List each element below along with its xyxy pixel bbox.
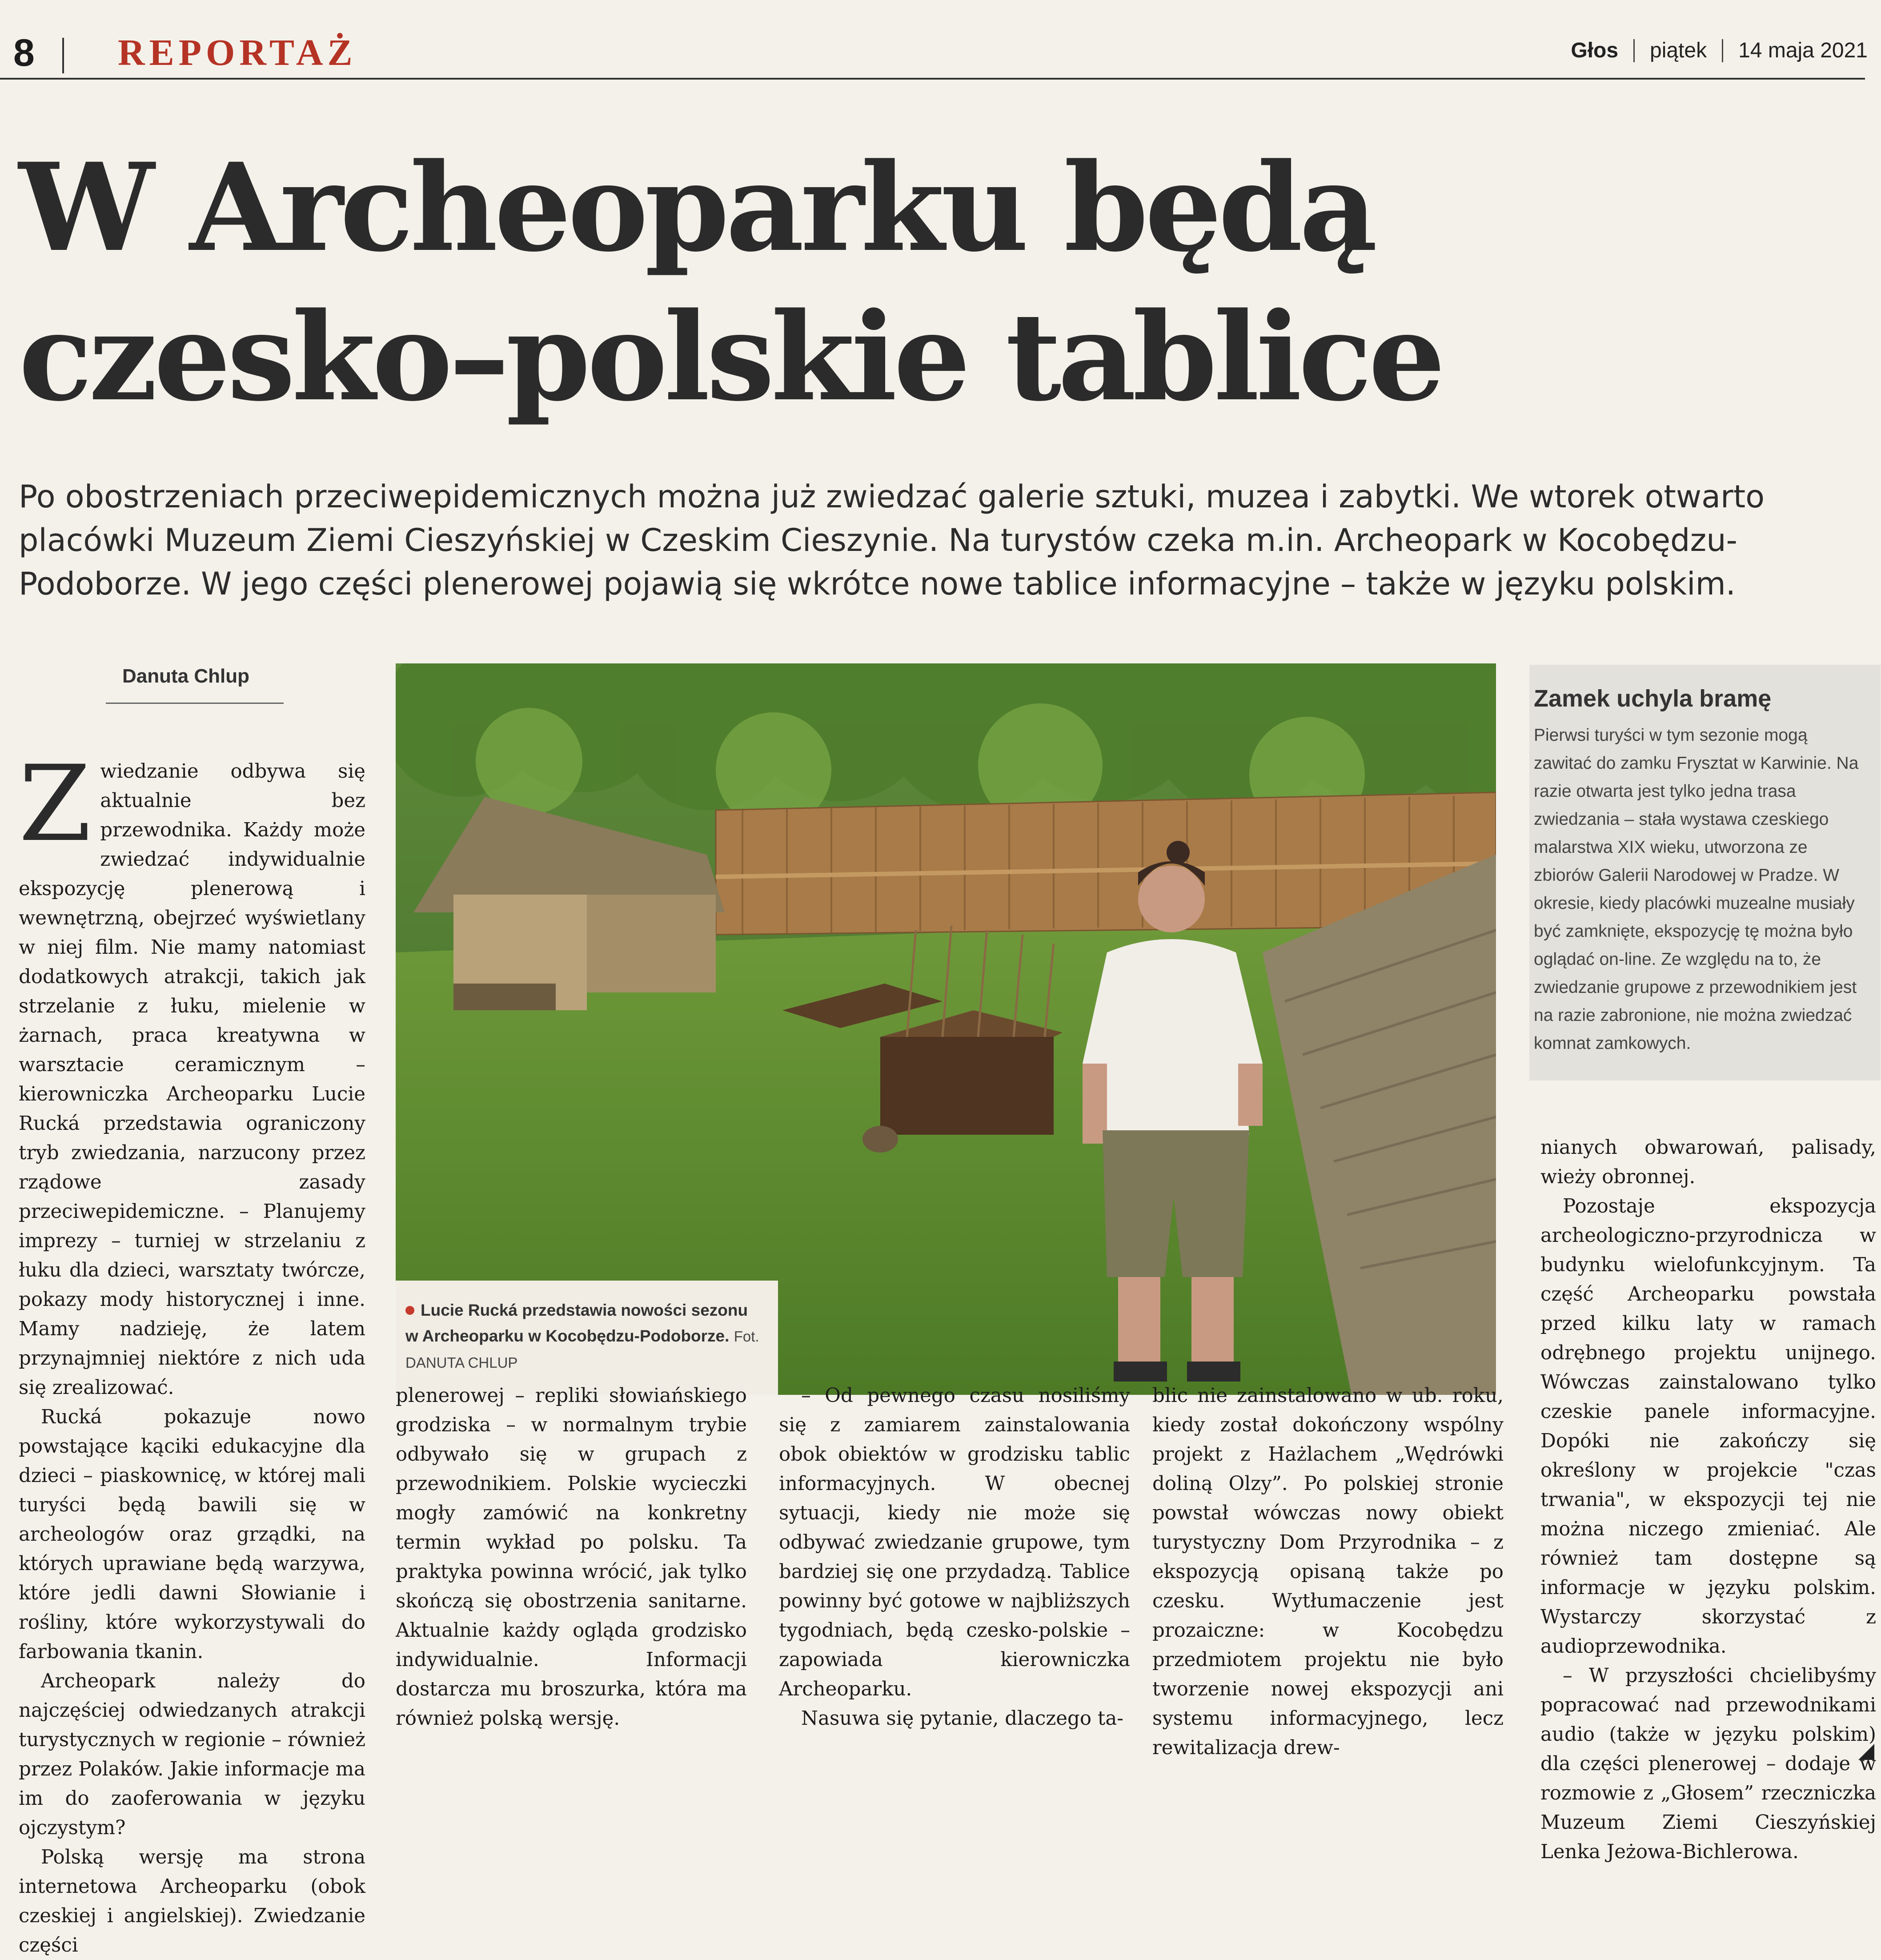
byline: Danuta Chlup [122, 665, 249, 687]
article-headline: W Archeoparku będą czesko–polskie tablice [19, 137, 1442, 428]
paragraph-text: wiedzanie odbywa się aktualnie bez przewodnika. Każdy może zwiedzać indywidualnie ekspozycję plenerową i wewnętrzną, obejrzeć wyświetlany w niej film. Nie mamy natomiast dodatkowych atrakcji, takich jak strzelanie z łuku, mielenie w żarnach, praca kreatywna w warsztacie ceramicznym – kierowniczka Archeoparku Lucie Rucká przedstawia ograniczony tryb zwiedzania, narzucony przez rządowe zasady przeciwepidemiczne. – Planujemy imprezy – turniej w strzelaniu z łuku dla dzieci, warsztaty twórcze, pokazy mody historycznej i inne. Mamy nadzieję, że latem przynajmniej niektóre z nich uda się zrealizować. [19, 760, 365, 1399]
article-column-3 [779, 1381, 1130, 1733]
drop-cap: Z [19, 743, 92, 865]
issue-day: piątek [1650, 39, 1707, 62]
article-column-4 [1152, 1381, 1504, 1763]
sidebar-text: Pierwsi turyści w tym sezonie mogą zawitać do zamku Frysztat w Karwinie. Na razie otwarta jest tylko jedna trasa zwiedzania – stała wystawa czeskiego malarstwa XIX wieku, utworzona ze zbiorów Galerii Narodowej w Pradze. W okresie, kiedy placówki muzealne musiały być zamknięte, ekspozycję tę można było oglądać on-line. Ze względu na to, że zwiedzanie grupowe z przewodnikiem jest na razie zabronione, nie można zwiedzać komnat zamkowych. [1534, 726, 1859, 1053]
article-column-2 [396, 1381, 747, 1733]
issue-date: 14 maja 2021 [1738, 39, 1868, 62]
paragraph: nianych obwarowań, palisady, wieży obronnej. [1540, 1137, 1876, 1188]
masthead-separator [1722, 39, 1723, 62]
masthead-separator [1633, 39, 1635, 62]
paragraph: Pozostaje ekspozycja archeologiczno-przyrodnicza w budynku wielofunkcyjnym. Ta część Archeoparku powstała przed kilku laty w ramach odrębnego projektu unijnego. Wówczas zainstalowano tylko czeskie panele informacyjne. Dopóki nie zakończy się określony w projekcie "czas trwania", w ekspozycji tej nie można niczego zmieniać. Ale również tam dostępne są informacje w języku polskim. Wystarczy skorzystać z audioprzewodnika. [1540, 1195, 1876, 1658]
paragraph [19, 743, 365, 1402]
caption-text: Lucie Rucká przedstawia nowości sezonu w Archeoparku w Kocobędzu-Podoborze. [405, 1301, 748, 1345]
header-divider [62, 38, 64, 73]
paragraph: Archeopark należy do najczęściej odwiedzanych atrakcji turystycznych w regionie – również przez Polaków. Jakie informacje ma im do zaoferowania w języku ojczystym? [19, 1670, 365, 1839]
paragraph: – Od pewnego czasu nosiliśmy się z zamiarem zainstalowania obok obiektów w grodzisku tablic informacyjnych. W obecnej sytuacji, kiedy nie może się odbywać zwiedzanie grupowe, tym bardziej się one przydadzą. Tablice powinny być gotowe w najbliższych tygodniach, będą czesko-polskie – zapowiada kierowniczka Archeoparku. [779, 1385, 1130, 1700]
byline-rule [106, 703, 284, 704]
article-column-5 [1540, 1133, 1876, 1867]
section-label: REPORTAŻ [118, 32, 357, 73]
photo-caption [396, 1281, 778, 1395]
photo-credit: Fot. DANUTA CHLUP [405, 1328, 759, 1371]
paragraph: Polską wersję ma strona internetowa Archeoparku (obok czeskiej i angielskiej). Zwiedzanie części [19, 1846, 365, 1956]
caption-bullet-icon [405, 1306, 414, 1315]
paragraph: plenerowej – repliki słowiańskiego grodziska – w normalnym trybie odbywało się w grupach z przewodnikiem. Polskie wycieczki mogły zamówić na konkretny termin wykład po polsku. Ta praktyka powinna wrócić, jak tylko skończą się obostrzenia sanitarne. Aktualnie każdy ogląda grodzisko indywidualnie. Informacji dostarcza mu broszurka, która ma również polską wersję. [396, 1385, 747, 1730]
sidebar-box [1529, 665, 1881, 1080]
header-rule [0, 78, 1865, 80]
page-number: 8 [13, 32, 35, 74]
paragraph: – W przyszłości chcielibyśmy popracować nad przewodnikami audio (także w języku polskim) dla części plenerowej – dodaje w rozmowie z „Głosem” rzeczniczka Muzeum Ziemi Cieszyńskiej Lenka Jeżowa-Bichlerowa. [1540, 1665, 1876, 1863]
article-column-1 [19, 743, 365, 1960]
masthead-info [1571, 38, 1868, 63]
page-corner-mark [1858, 1744, 1874, 1760]
paragraph: blic nie zainstalowano w ub. roku, kiedy został dokończony wspólny projekt z Hażlachem „Wędrówki doliną Olzy”. Po polskiej stronie powstał wówczas nowy obiekt turystyczny Dom Przyrodnika – z ekspozycją opisaną także po czesku. Wytłumaczenie jest prozaiczne: w Kocobędzu przedmiotem projektu nie było tworzenie nowej ekspozycji ani systemu informacyjnego, lecz rewitalizacja drew- [1152, 1385, 1504, 1759]
paragraph: Nasuwa się pytanie, dlaczego ta- [801, 1707, 1123, 1730]
paragraph: Rucká pokazuje nowo powstające kąciki edukacyjne dla dzieci – piaskownicę, w której mali turyści będą bawili się w archeologów oraz grządki, na których uprawiane będą warzywa, które jedli dawni Słowianie i rośliny, które wykorzystywali do farbowania tkanin. [19, 1406, 365, 1663]
article-lead: Po obostrzeniach przeciwepidemicznych można już zwiedzać galerie sztuki, muzea i zabytki. We wtorek otwarto placówki Muzeum Ziemi Cieszyńskiej w Czeskim Cieszynie. Na turystów czeka m.in. Archeopark w Kocobędzu-Podoborze. W jego części plenerowej pojawią się wkrótce nowe tablice informacyjne – także w języku polskim. [19, 478, 1765, 602]
sidebar-title: Zamek uchyla bramę [1534, 685, 1772, 712]
paper-name: Głos [1571, 39, 1619, 62]
